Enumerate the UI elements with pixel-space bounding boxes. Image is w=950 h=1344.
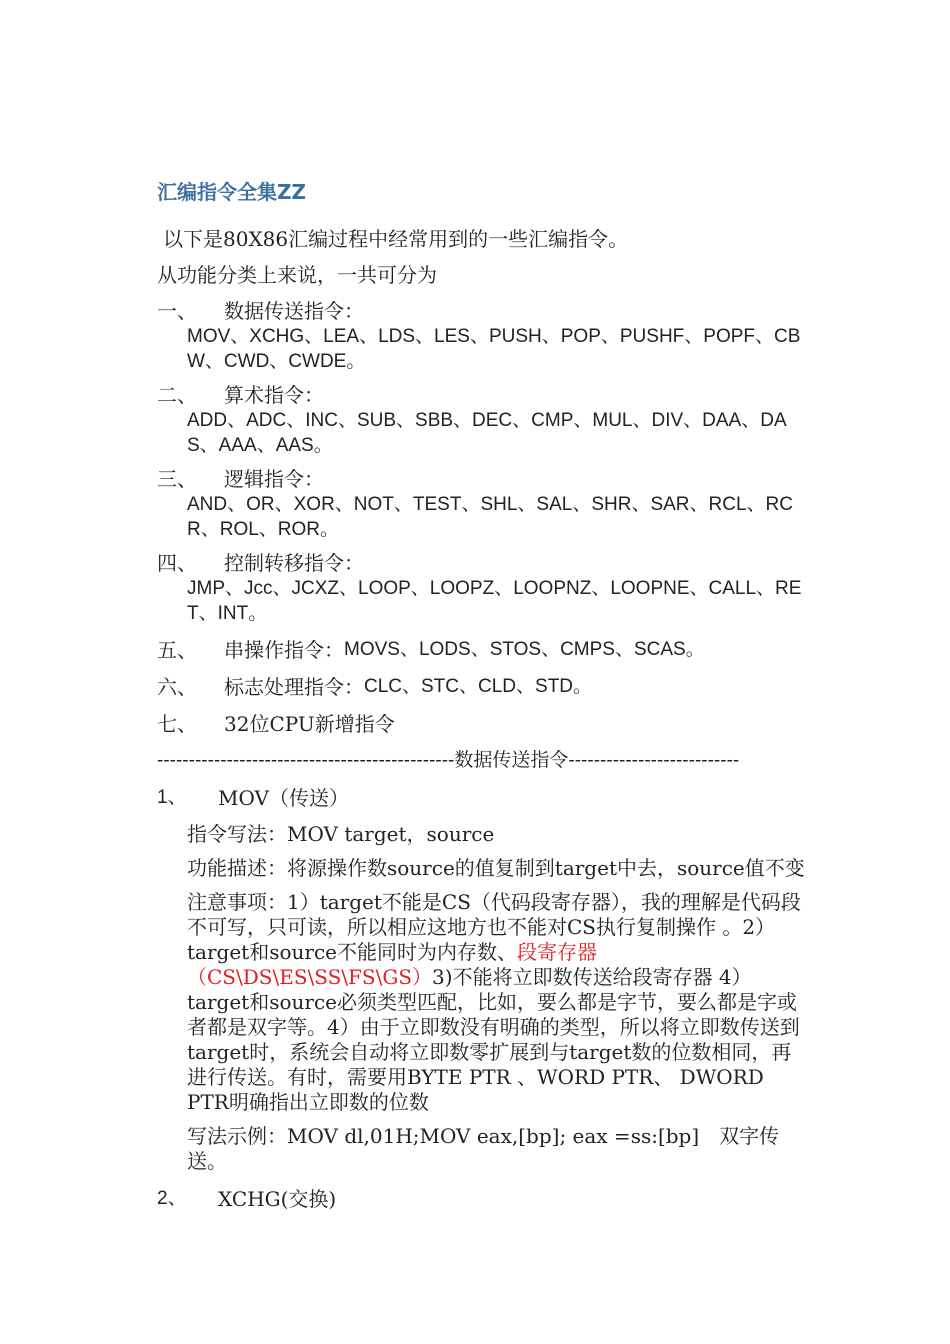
category-1 [157,296,817,374]
mov-description: 功能描述：将源操作数source的值复制到target中去，source值不变 [187,856,805,880]
category-name: 32位CPU新增指令 [224,712,395,736]
instruction-number: 1、 [157,787,187,808]
category-items: MOVS、LODS、STOS、CMPS、SCAS。 [344,639,705,660]
mov-notes [157,890,809,1115]
divider-left: ----------------------------------------------- [157,750,455,771]
instruction-heading-mov [157,783,817,813]
category-name: 标志处理指令： [224,675,364,699]
category-3 [157,464,817,542]
section-divider [157,745,817,776]
intro-paragraph: 以下是80X86汇编过程中经常用到的一些汇编指令。 [163,227,629,251]
category-7 [157,709,817,739]
category-number: 五、 [157,638,197,662]
category-name: 数据传送指令： [224,299,364,323]
mov-syntax: 指令写法：MOV target，source [187,822,495,846]
notes-text: 注意事项：1）target不能是CS（代码段寄存器），我的理解是代码段不可写，只可读，所以相应这地方也不能对CS执行复制操作 。2）target和source不能同时为内存数、 [187,890,801,964]
instruction-name: XCHG(交换) [218,1187,337,1211]
category-items: AND、OR、XOR、NOT、TEST、SHL、SAL、SHR、SAR、RCL、RCR、ROL、ROR。 [187,494,793,540]
notes-highlight: 段寄存器（CS\DS\ES\SS\FS\GS） [187,940,597,989]
instruction-heading-xchg [157,1184,817,1214]
category-number: 六、 [157,675,197,699]
instruction-name: MOV（传送） [218,786,349,810]
notes-text-continued: 3)不能将立即数传送给段寄存器 4）target和source必须类型匹配，比如，要么都是字节，要么都是字或者都是双字等。4）由于立即数没有明确的类型，所以将立即数传送到target时，系统会自动将立即数零扩展到与target数的位数相同，再进行传送。有时，需要用BYTE PTR 、WORD PTR、 DWORD PTR明确指出立即数的位数 [187,965,800,1114]
divider-right: --------------------------- [568,750,740,771]
category-name: 逻辑指令： [224,467,324,491]
category-number: 四、 [157,551,197,575]
category-4 [157,548,817,626]
category-number: 二、 [157,383,197,407]
category-name: 串操作指令： [224,638,344,662]
category-number: 一、 [157,299,197,323]
divider-label: 数据传送指令 [454,749,569,771]
category-5 [157,635,817,665]
category-number: 七、 [157,712,197,736]
document-content [157,174,817,1214]
page-title: 汇编指令全集ZZ [157,180,307,204]
category-6 [157,672,817,702]
category-2 [157,380,817,458]
instruction-number: 2、 [157,1188,187,1209]
category-items: MOV、XCHG、LEA、LDS、LES、PUSH、POP、PUSHF、POPF、CBW、CWD、CWDE。 [187,326,801,372]
category-name: 控制转移指令： [224,551,364,575]
category-items: ADD、ADC、INC、SUB、SBB、DEC、CMP、MUL、DIV、DAA、DAS、AAA、AAS。 [187,410,787,456]
category-number: 三、 [157,467,197,491]
mov-example: 写法示例：MOV dl,01H;MOV eax,[bp]; eax =ss:[bp] 双字传送。 [187,1124,780,1173]
category-name: 算术指令： [224,383,324,407]
category-items: JMP、Jcc、JCXZ、LOOP、LOOPZ、LOOPNZ、LOOPNE、CALL、RET、INT。 [187,578,802,624]
classify-intro: 从功能分类上来说，一共可分为 [157,263,437,287]
category-items: CLC、STC、CLD、STD。 [364,676,593,697]
